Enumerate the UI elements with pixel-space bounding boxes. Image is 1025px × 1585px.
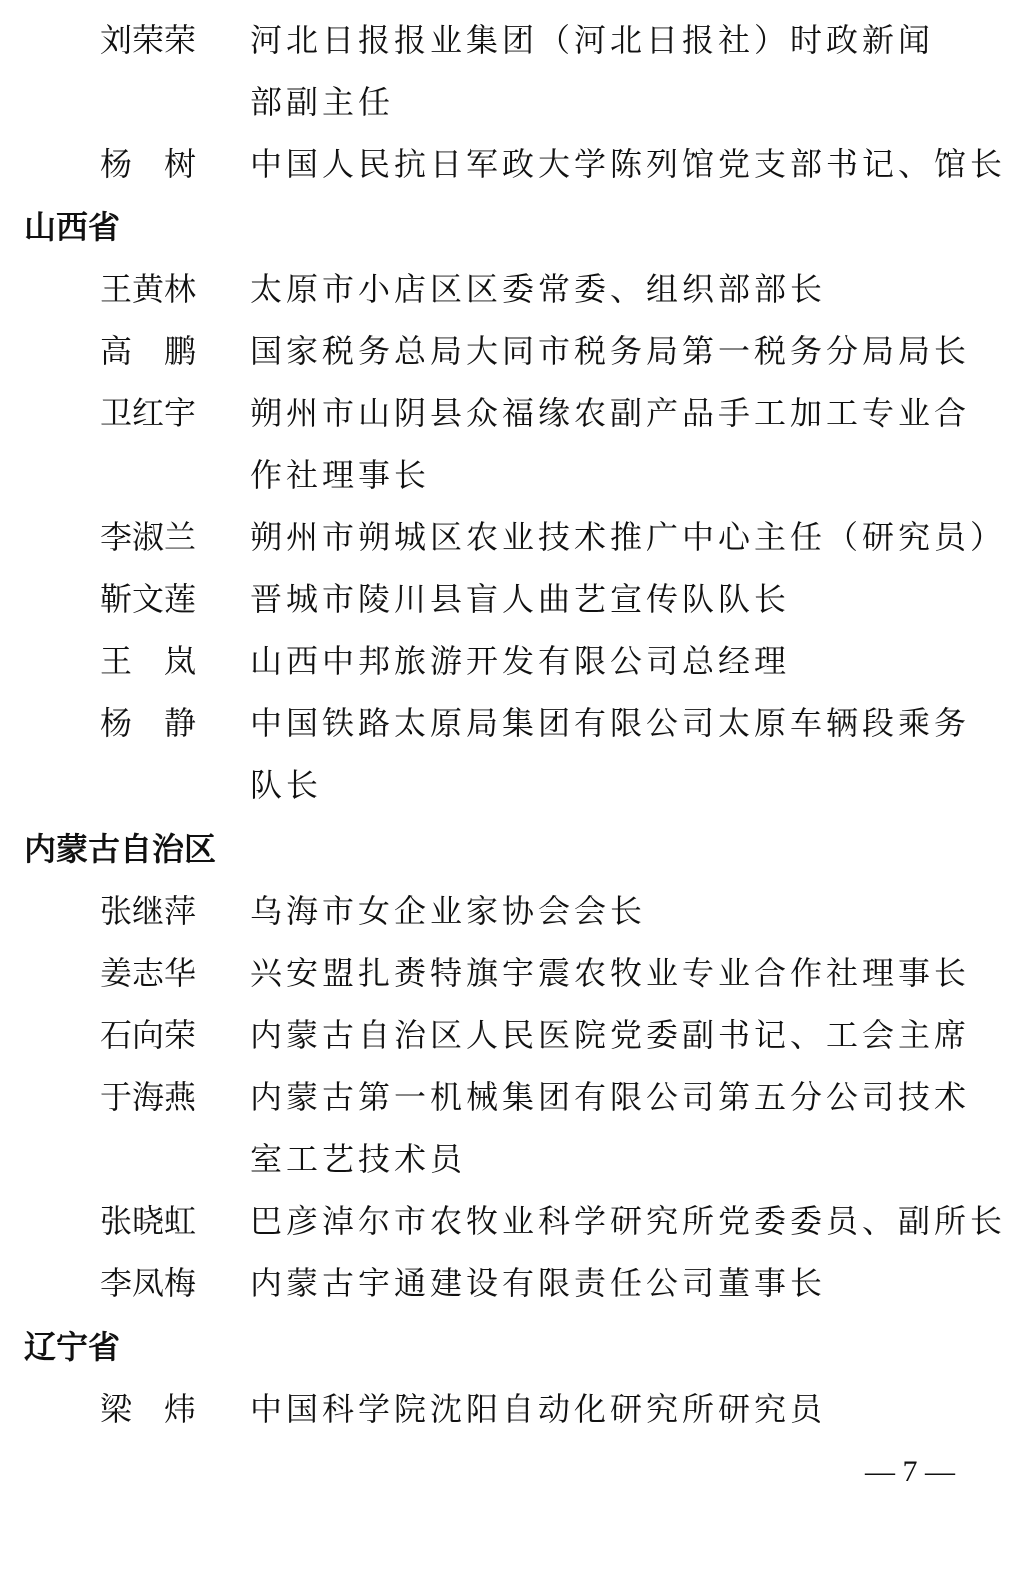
person-title-line: 内蒙古宇通建设有限责任公司董事长 [250,1264,827,1302]
person-title-line: 内蒙古自治区人民医院党委副书记、工会主席 [250,1016,971,1054]
person-title-line: 中国科学院沈阳自动化研究所研究员 [250,1390,827,1428]
province-heading: 辽宁省 [24,1328,121,1366]
person-title-line: 太原市小店区区委常委、组织部部长 [250,270,827,308]
person-title-line: 朔州市山阴县众福缘农副产品手工加工专业合 [250,394,971,432]
person-title-line: 国家税务总局大同市税务局第一税务分局局长 [250,332,971,370]
person-name: 张继萍 [100,892,197,930]
person-name: 石向荣 [100,1016,197,1054]
person-name: 姜志华 [100,954,197,992]
person-title-line: 河北日报报业集团（河北日报社）时政新闻 [250,21,935,59]
province-heading: 山西省 [24,208,121,246]
person-name: 靳文莲 [100,580,197,618]
person-name: 王黄林 [100,270,197,308]
person-name: 刘荣荣 [100,21,197,59]
person-title-line: 中国人民抗日军政大学陈列馆党支部书记、馆长 [250,145,1007,183]
person-title-line: 乌海市女企业家协会会长 [250,892,647,930]
person-name: 张晓虹 [100,1202,197,1240]
person-name: 李凤梅 [100,1264,197,1302]
person-name: 王 岚 [100,642,197,680]
person-title-line: 部副主任 [250,83,395,121]
person-name: 杨 静 [100,704,197,742]
person-name: 李淑兰 [100,518,197,556]
person-title-line: 内蒙古第一机械集团有限公司第五分公司技术 [250,1078,971,1116]
person-title-line: 巴彦淖尔市农牧业科学研究所党委委员、副所长 [250,1202,1007,1240]
person-title-line: 兴安盟扎赉特旗宇震农牧业专业合作社理事长 [250,954,971,992]
province-heading: 内蒙古自治区 [24,830,217,868]
person-name: 于海燕 [100,1078,197,1116]
person-name: 高 鹏 [100,332,197,370]
person-title-line: 中国铁路太原局集团有限公司太原车辆段乘务 [250,704,971,742]
person-title-line: 晋城市陵川县盲人曲艺宣传队队长 [250,580,791,618]
person-name: 卫红宇 [100,394,197,432]
person-title-line: 作社理事长 [250,456,431,494]
person-title-line: 朔州市朔城区农业技术推广中心主任（研究员） [250,518,1007,556]
person-title-line: 室工艺技术员 [250,1140,467,1178]
person-title-line: 队长 [250,766,323,804]
page-number: — 7 — [865,1455,955,1488]
person-name: 杨 树 [100,145,197,183]
person-name: 梁 炜 [100,1390,197,1428]
person-title-line: 山西中邦旅游开发有限公司总经理 [250,642,791,680]
